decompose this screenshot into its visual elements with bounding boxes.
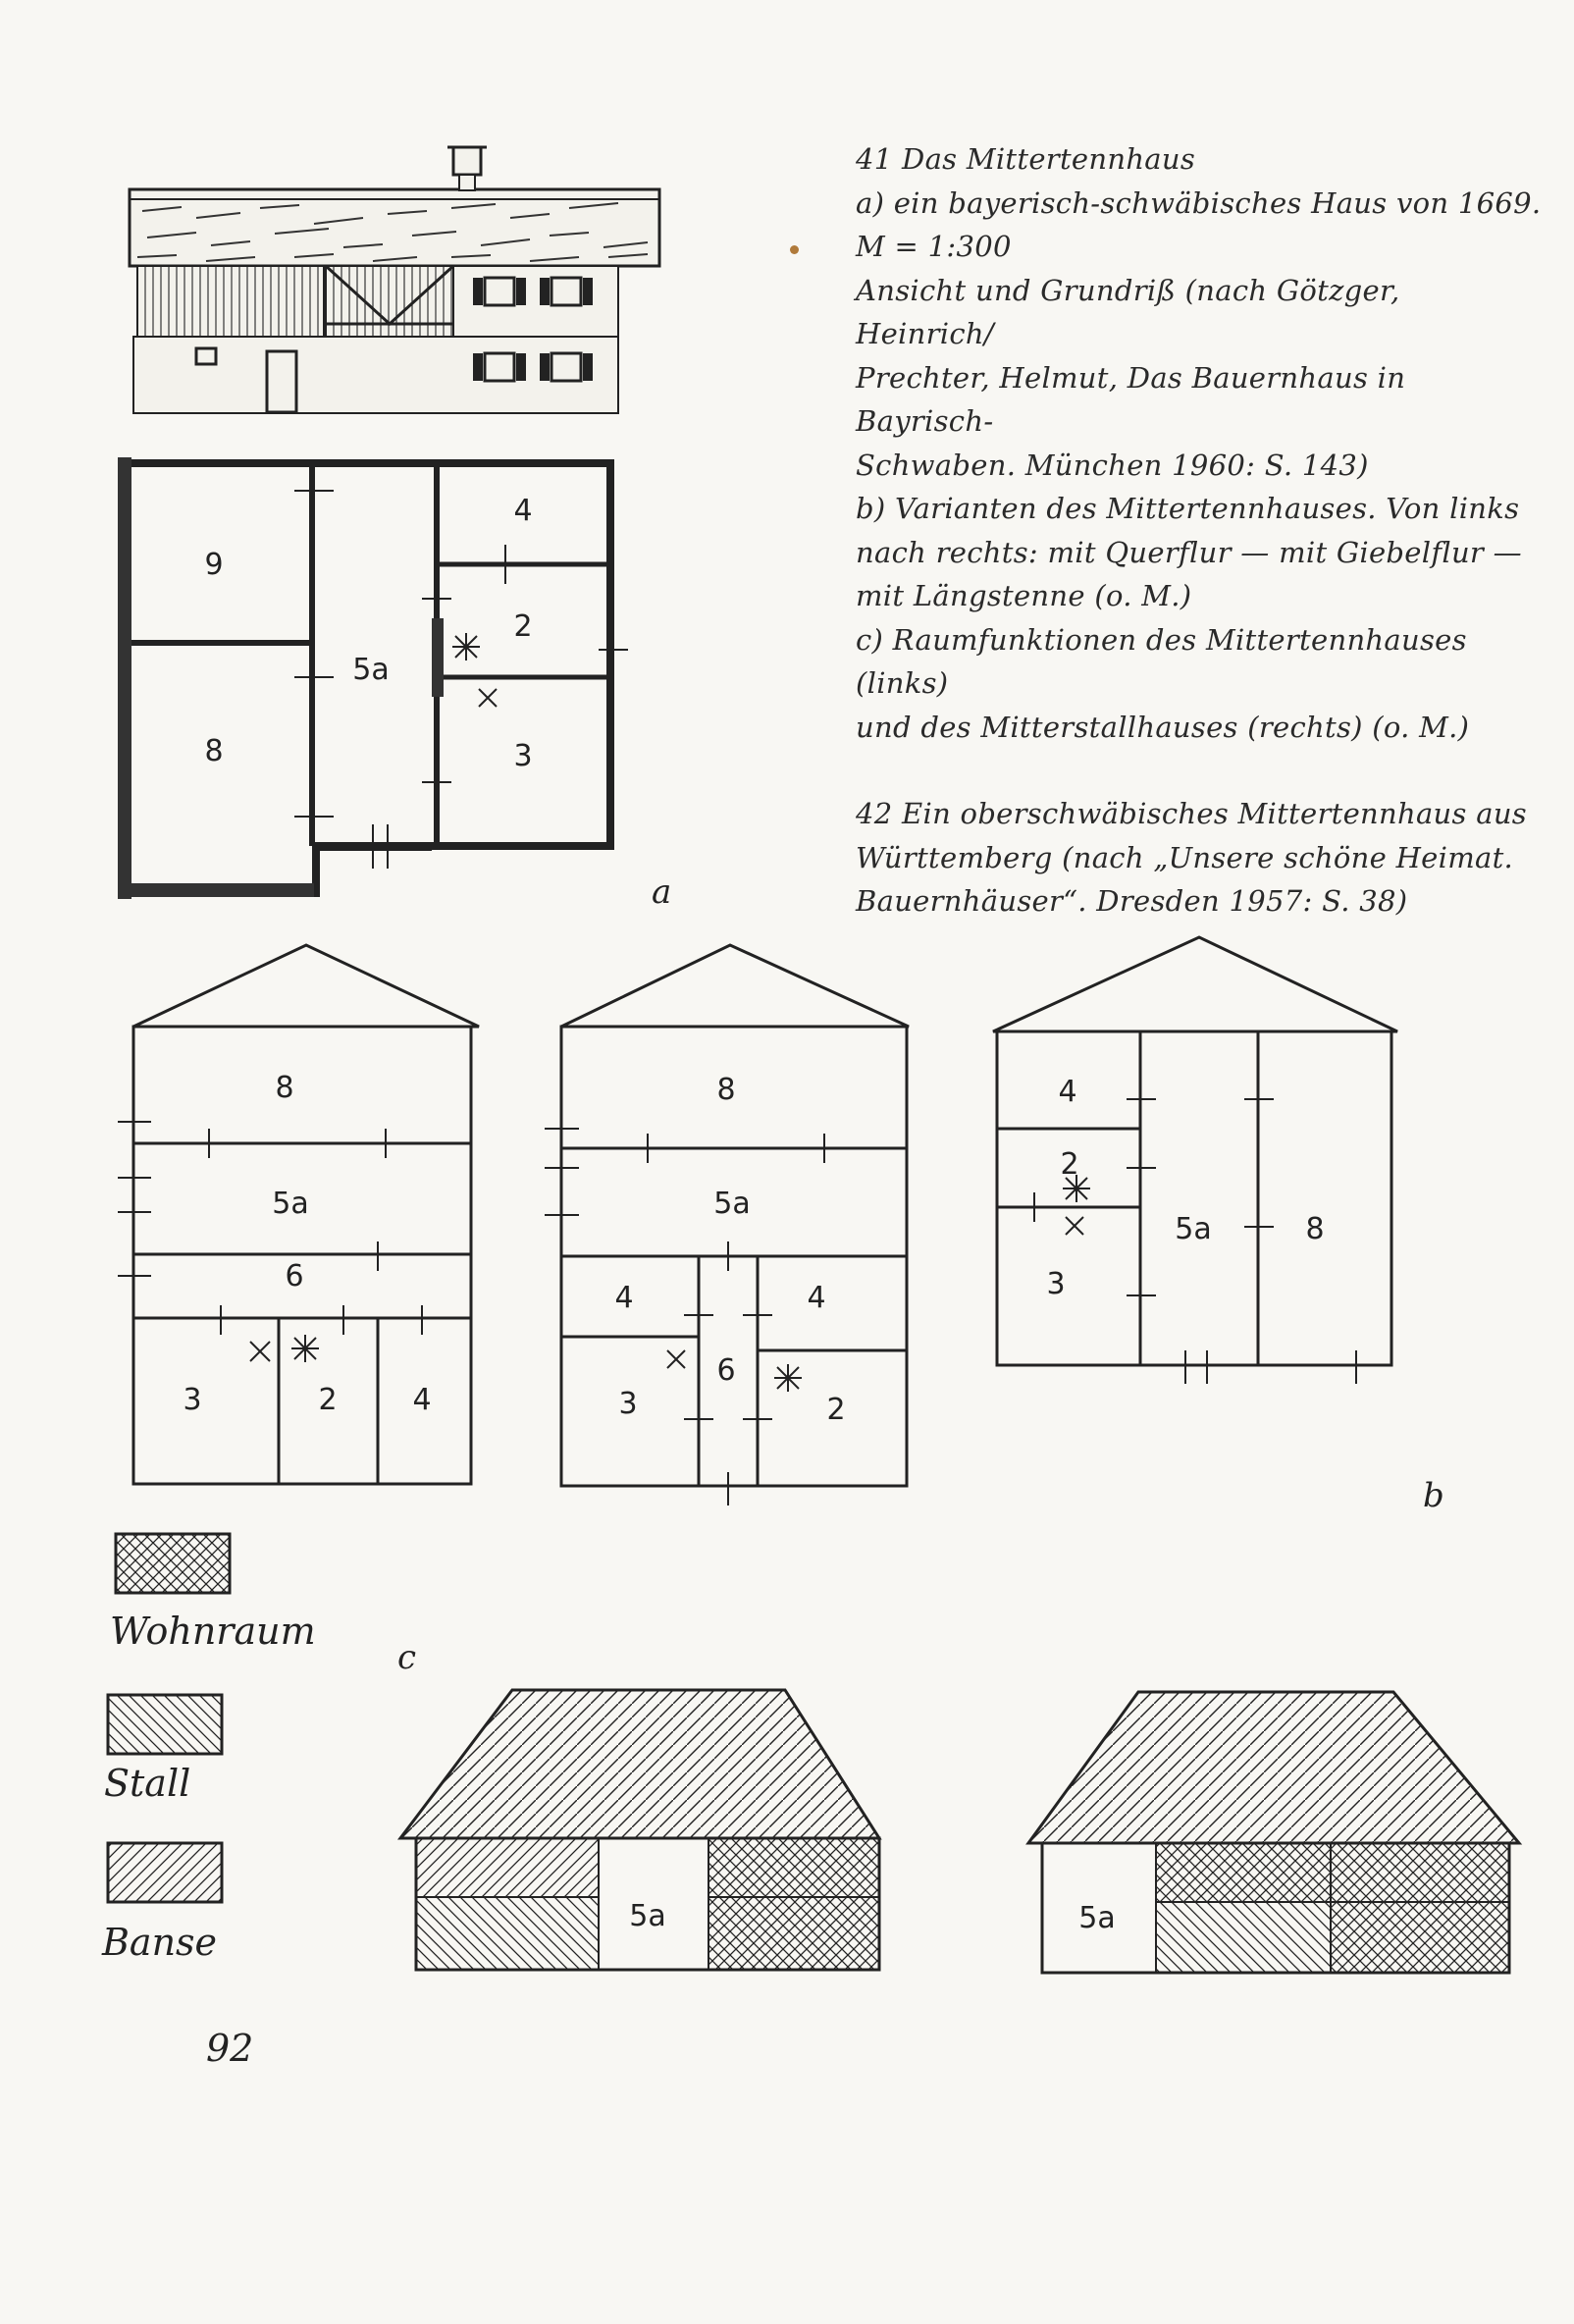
caption-line: nach rechts: mit Querflur — mit Giebelflur — <box>856 535 1522 569</box>
room-label: 3 <box>513 739 533 773</box>
room-label: 4 <box>412 1383 432 1417</box>
figure-label: b <box>1423 1476 1444 1515</box>
room-label: 2 <box>318 1383 338 1417</box>
figure-a-plan <box>118 457 671 912</box>
room-label: 6 <box>285 1259 304 1294</box>
room-label: 5a <box>629 1899 666 1933</box>
caption-line: Württemberg (nach „Unsere schöne Heimat. <box>856 840 1514 874</box>
figure-label: c <box>397 1638 417 1677</box>
stall-swatch <box>108 1695 222 1754</box>
room-label: 5a <box>713 1187 751 1221</box>
figure-b-variant-3 <box>993 937 1397 1384</box>
caption-line: 41 Das Mittertennhaus <box>856 142 1196 176</box>
legend-label-stall: Stall <box>104 1762 191 1805</box>
room-label: 2 <box>513 609 533 644</box>
room-label: 6 <box>716 1353 736 1388</box>
figure-b-variant-2-labels <box>614 1073 845 1427</box>
banse-swatch <box>108 1843 222 1902</box>
room-label: 2 <box>1060 1147 1079 1182</box>
legend-label-banse: Banse <box>102 1921 218 1964</box>
room-label: 5a <box>352 653 390 687</box>
room-label: 9 <box>204 548 224 582</box>
caption-line: und des Mitterstallhauses (rechts) (o. M.) <box>856 710 1470 744</box>
caption-line: mit Längstenne (o. M.) <box>856 579 1192 612</box>
room-label: 5a <box>272 1187 309 1221</box>
room-label: 5a <box>1078 1901 1116 1935</box>
room-label: 3 <box>183 1383 202 1417</box>
room-label: 4 <box>1058 1075 1077 1109</box>
room-label: 8 <box>275 1071 294 1105</box>
room-label: 4 <box>807 1281 826 1315</box>
caption-line: c) Raumfunktionen des Mittertennhauses (links) <box>856 622 1467 700</box>
room-label: 8 <box>204 734 224 768</box>
room-label: 8 <box>716 1073 736 1107</box>
mittertennhaus-section <box>400 1690 879 1970</box>
room-label: 2 <box>826 1393 846 1427</box>
mitterstallhaus-section <box>1028 1692 1519 1973</box>
wohnraum-swatch <box>116 1534 230 1593</box>
caption-line: b) Varianten des Mittertennhauses. Von links <box>856 492 1520 525</box>
caption-line: Ansicht und Grundriß (nach Götzger, Heinrich/ <box>856 273 1400 350</box>
room-label: 4 <box>614 1281 634 1315</box>
caption-line: Schwaben. München 1960: S. 143) <box>856 448 1369 482</box>
caption-line: Prechter, Helmut, Das Bauernhaus in Bayrisch- <box>856 360 1406 438</box>
room-label: 4 <box>513 494 533 528</box>
room-label: 8 <box>1305 1212 1325 1246</box>
caption-line: a) ein bayerisch-schwäbisches Haus von 1669. <box>856 185 1542 220</box>
room-label: 3 <box>1046 1267 1066 1301</box>
room-label: 5a <box>1175 1212 1212 1246</box>
figure-a-elevation <box>130 147 659 413</box>
room-label: 3 <box>618 1387 638 1421</box>
figure-label: a <box>652 872 672 912</box>
caption-line: M = 1:300 <box>856 230 1012 263</box>
page-number: 92 <box>206 2027 254 2070</box>
caption-line: 42 Ein oberschwäbisches Mittertennhaus aus <box>856 797 1527 830</box>
legend-label-wohnraum: Wohnraum <box>110 1610 316 1653</box>
caption-line: Bauernhäuser“. Dresden 1957: S. 38) <box>856 884 1408 918</box>
figure-b-variant-2 <box>545 945 909 1505</box>
hearth-symbol <box>479 689 497 707</box>
figure-b-variant-1-labels <box>183 1071 431 1417</box>
stove-symbol <box>452 633 480 660</box>
legend-swatches <box>108 1534 230 1902</box>
